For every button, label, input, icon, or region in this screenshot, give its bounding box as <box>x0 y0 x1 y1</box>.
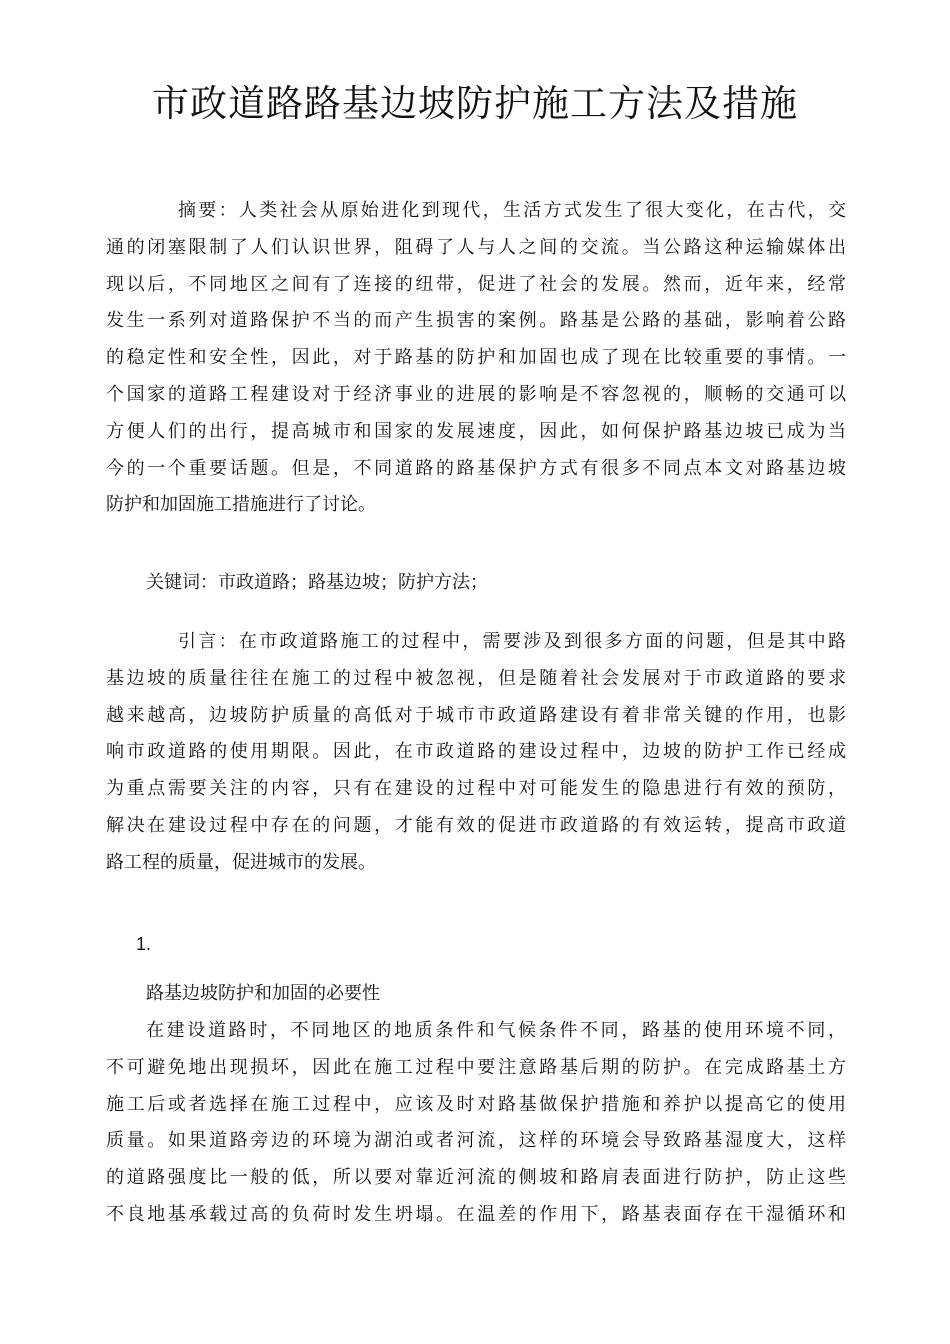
document-title: 市政道路路基边坡防护施工方法及措施 <box>152 82 798 125</box>
abstract-line: 发生一系列对道路保护不当的而产生损害的案例。路基是公路的基础，影响着公路 <box>106 310 846 332</box>
abstract-line: 的稳定性和安全性，因此，对于路基的防护和加固也成了现在比较重要的事情。一 <box>106 347 846 369</box>
section-body-line: 质量。如果道路旁边的环境为湖泊或者河流，这样的环境会导致路基湿度大，这样 <box>106 1130 846 1152</box>
section-body-line: 不可避免地出现损坏，因此在施工过程中要注意路基后期的防护。在完成路基土方 <box>106 1056 846 1078</box>
section-number: 1. <box>136 934 152 954</box>
introduction-paragraph <box>106 624 846 882</box>
introduction-line: 路工程的质量，促进城市的发展。 <box>106 851 376 873</box>
section-body-line: 施工后或者选择在施工过程中，应该及时对路基做保护措施和养护以提高它的使用 <box>106 1093 846 1115</box>
introduction-line: 为重点需要关注的内容，只有在建设的过程中对可能发生的隐患进行有效的预防， <box>106 778 846 800</box>
abstract-line: 防护和加固施工措施进行了讨论。 <box>106 494 376 516</box>
abstract-paragraph <box>106 193 846 524</box>
abstract-line: 摘要：人类社会从原始进化到现代，生活方式发生了很大变化，在古代，交 <box>178 200 846 221</box>
section-body-line: 在建设道路时，不同地区的地质条件和气候条件不同，路基的使用环境不同， <box>146 1020 846 1041</box>
keywords-line: 关键词：市政道路；路基边坡；防护方法； <box>146 572 488 593</box>
introduction-line: 引言：在市政道路施工的过程中，需要涉及到很多方面的问题，但是其中路 <box>178 631 846 652</box>
introduction-line: 越来越高，边坡防护质量的高低对于城市市政道路建设有着非常关键的作用，也影 <box>106 704 846 726</box>
section-body-line: 的道路强度比一般的低，所以要对靠近河流的侧坡和路肩表面进行防护，防止这些 <box>106 1167 846 1189</box>
abstract-line: 方便人们的出行，提高城市和国家的发展速度，因此，如何保护路基边坡已成为当 <box>106 420 846 442</box>
section-heading: 路基边坡防护和加固的必要性 <box>146 983 380 1004</box>
section-body-line: 不良地基承载过高的负荷时发生坍塌。在温差的作用下，路基表面存在干湿循环和 <box>106 1203 846 1225</box>
abstract-line: 通的闭塞限制了人们认识世界，阻碍了人与人之间的交流。当公路这种运输媒体出 <box>106 236 846 258</box>
abstract-line: 今的一个重要话题。但是，不同道路的路基保护方式有很多不同点本文对路基边坡 <box>106 457 846 479</box>
introduction-line: 解决在建设过程中存在的问题，才能有效的促进市政道路的有效运转，提高市政道 <box>106 814 846 836</box>
abstract-line: 个国家的道路工程建设对于经济事业的进展的影响是不容忽视的，顺畅的交通可以 <box>106 383 846 405</box>
introduction-line: 响市政道路的使用期限。因此，在市政道路的建设过程中，边坡的防护工作已经成 <box>106 741 846 763</box>
section-body-paragraph <box>106 1013 846 1234</box>
abstract-line: 现以后，不同地区之间有了连接的纽带，促进了社会的发展。然而，近年来，经常 <box>106 273 846 295</box>
introduction-line: 基边坡的质量往往在施工的过程中被忽视，但是随着社会发展对于市政道路的要求 <box>106 667 846 689</box>
